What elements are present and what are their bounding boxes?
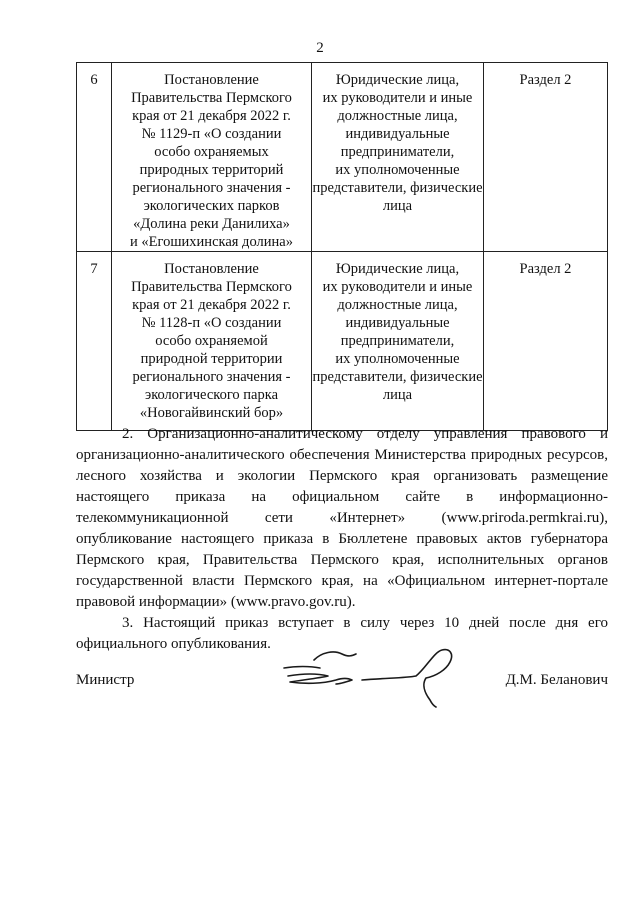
- row-number: 7: [77, 252, 112, 431]
- signer-name: Д.М. Беланович: [505, 672, 608, 688]
- document-reference: Постановление Правительства Пермского края от 21 декабря 2022 г. № 1128-п «О создании особо охраняемой природной территории регионального значения - экологического парка «Новогайвинский бор»: [112, 252, 312, 431]
- table-row: [77, 252, 608, 431]
- order-body: [76, 424, 608, 655]
- table-row: [77, 63, 608, 252]
- document-reference: Постановление Правительства Пермского края от 21 декабря 2022 г. № 1129-п «О создании особо охраняемых природных территорий регионального значения - экологических парков «Долина реки Данилиха» и «Егошихинская долина»: [112, 63, 312, 252]
- subjects-cell: Юридические лица, их руководители и иные должностные лица, индивидуальные предприниматели, их уполномоченные представители, физические лица: [312, 63, 484, 252]
- page-number: 2: [316, 40, 324, 56]
- signature-block: [76, 640, 608, 710]
- signer-title: Министр: [76, 672, 135, 688]
- section-cell: Раздел 2: [484, 63, 608, 252]
- row-number: 6: [77, 63, 112, 252]
- paragraph-3: 3. Настоящий приказ вступает в силу через 10 дней после дня его официального опубликования.: [76, 615, 608, 652]
- handwritten-signature: [276, 640, 466, 708]
- regulation-table: [76, 62, 608, 431]
- subjects-cell: Юридические лица, их руководители и иные должностные лица, индивидуальные предприниматели, их уполномоченные представители, физические лица: [312, 252, 484, 431]
- section-cell: Раздел 2: [484, 252, 608, 431]
- paragraph-2: 2. Организационно-аналитическому отделу управления правового и организационно-аналитического обеспечения Министерства природных ресурсов, лесного хозяйства и экологии Пермского края организовать размещение настоящего приказа на официальном сайте в информационно-телекоммуникационной сети «Интернет» (www.priroda.permkrai.ru), опубликование настоящего приказа в Бюллетене правовых актов губернатора Пермского края, Правительства Пермского края, исполнительных органов государственной власти Пермского края, на «Официальном интернет-портале правовой информации» (www.pravo.gov.ru).: [76, 426, 608, 610]
